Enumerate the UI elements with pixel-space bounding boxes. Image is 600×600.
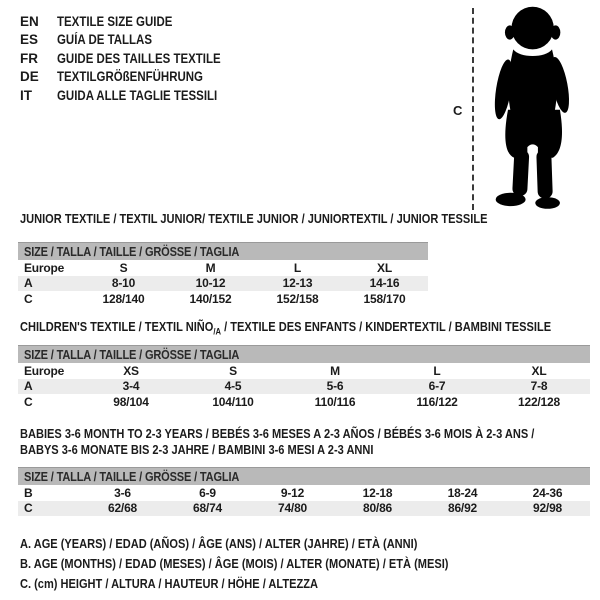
cell: 6-9 <box>199 485 216 500</box>
footnotes <box>20 534 524 594</box>
cell: 122/128 <box>518 394 560 409</box>
cell: 62/68 <box>80 501 165 517</box>
cell: 92/98 <box>505 501 590 517</box>
cell: 8-10 <box>80 276 167 292</box>
cell: XS <box>123 363 139 378</box>
junior-size-table <box>18 242 428 307</box>
lang-title: GUIDA ALLE TAGLIE TESSILI <box>57 87 218 103</box>
cell: 86/92 <box>420 501 505 517</box>
cell: M <box>330 363 340 378</box>
babies-table <box>18 467 590 516</box>
size-header-row <box>18 346 590 364</box>
lang-code: EN <box>20 13 39 29</box>
table-row <box>18 485 590 501</box>
junior-table <box>18 242 428 307</box>
lang-code: FR <box>20 50 38 66</box>
cell: 4-5 <box>182 379 284 395</box>
cell: M <box>205 260 216 275</box>
cell: 74/80 <box>250 501 335 517</box>
cell: 24-36 <box>532 485 563 500</box>
row-label-cell: C <box>24 291 33 306</box>
lang-row-en <box>20 12 250 31</box>
table-row <box>18 394 590 410</box>
cell: 98/104 <box>113 394 149 409</box>
cell: 10-12 <box>167 276 254 292</box>
table-row <box>18 379 590 395</box>
height-measure-label: C <box>453 103 463 118</box>
cell: 3-4 <box>80 379 182 395</box>
size-header-row <box>18 468 590 486</box>
children-table <box>18 345 590 410</box>
babies-size-table <box>18 467 590 516</box>
children-table-title: CHILDREN'S TEXTILE / TEXTIL $NIÑO_{/A}$ / TEXTILE DES ENFANTS / KINDERTEXTIL / BAMBINI TESSILE <box>20 319 552 337</box>
cell: 18-24 <box>447 485 478 500</box>
size-header-row <box>18 243 428 261</box>
cell: 128/140 <box>102 291 145 306</box>
lang-title: TEXTILGRÖßENFÜHRUNG <box>57 69 203 85</box>
row-label-cell: Europe <box>24 260 65 275</box>
footnote-c: C. (cm) HEIGHT / ALTURA / HAUTEUR / HÖHE / ALTEZZA <box>20 576 318 591</box>
cell: L <box>293 260 302 275</box>
lang-row-es <box>20 31 250 50</box>
footnote-b: B. AGE (MONTHS) / EDAD (MESES) / ÂGE (MOIS) / ALTER (MONATE) / ETÀ (MESI) <box>20 556 449 571</box>
row-label-cell: Europe <box>24 363 65 378</box>
cell: 104/110 <box>212 394 254 409</box>
cell: 14-16 <box>341 276 428 292</box>
lang-row-de <box>20 68 250 87</box>
cell: 12-13 <box>254 276 341 292</box>
lang-row-it <box>20 86 250 105</box>
row-label-cell: C <box>18 501 80 517</box>
cell: 12-18 <box>362 485 393 500</box>
table-row <box>18 260 428 276</box>
height-measure-dashed-line <box>472 8 474 210</box>
table-row <box>18 291 428 307</box>
cell: 5-6 <box>284 379 386 395</box>
row-label-cell: C <box>24 394 33 409</box>
cell: XL <box>531 363 547 378</box>
baby-silhouette-icon <box>486 5 574 211</box>
table-row <box>18 363 590 379</box>
table-row <box>18 276 428 292</box>
cell: 116/122 <box>416 394 458 409</box>
cell: 3-6 <box>114 485 131 500</box>
lang-code: ES <box>20 32 39 48</box>
junior-table-title: JUNIOR TEXTILE / TEXTIL JUNIOR/ TEXTILE JUNIOR / JUNIORTEXTIL / JUNIOR TESSILE <box>20 211 488 226</box>
row-label-cell: B <box>24 485 33 500</box>
cell: 152/158 <box>276 291 319 306</box>
lang-title: TEXTILE SIZE GUIDE <box>57 13 173 29</box>
footnote-a: A. AGE (YEARS) / EDAD (AÑOS) / ÂGE (ANS) / ALTER (JAHRE) / ETÀ (ANNI) <box>20 536 418 551</box>
cell: S <box>229 363 237 378</box>
cell: 7-8 <box>488 379 590 395</box>
lang-row-fr <box>20 49 250 68</box>
cell: 6-7 <box>386 379 488 395</box>
language-list <box>20 12 250 105</box>
cell: 140/152 <box>189 291 232 306</box>
row-label-cell: A <box>18 276 80 292</box>
cell: 158/170 <box>363 291 406 306</box>
lang-title: GUIDE DES TAILLES TEXTILE <box>57 50 221 66</box>
table-row <box>18 501 590 517</box>
size-header-cell: SIZE / TALLA / TAILLE / GRÖSSE / TAGLIA <box>18 243 428 261</box>
children-size-table <box>18 345 590 410</box>
cell: S <box>119 260 128 275</box>
cell: 68/74 <box>165 501 250 517</box>
cell: 80/86 <box>335 501 420 517</box>
size-header-cell: SIZE / TALLA / TAILLE / GRÖSSE / TAGLIA <box>18 468 590 486</box>
row-label-cell: A <box>18 379 80 395</box>
lang-code: IT <box>20 87 32 103</box>
cell: L <box>433 363 441 378</box>
cell: 9-12 <box>280 485 305 500</box>
cell: XL <box>377 260 392 275</box>
babies-table-title: BABIES 3-6 MONTH TO 2-3 YEARS / BEBÉS 3-6 MESES A 2-3 AÑOS / BÉBÉS 3-6 MOIS À 2-3 ANS / BABYS 3-6 MONATE BIS 2-3 JAHRE / BAMBINI 3-6 MESI A 2-3 ANNI <box>20 426 535 457</box>
lang-title: GUÍA DE TALLAS <box>57 32 152 48</box>
subscript: /A <box>213 326 222 337</box>
size-header-cell: SIZE / TALLA / TAILLE / GRÖSSE / TAGLIA <box>18 346 590 364</box>
cell: 110/116 <box>314 394 356 409</box>
lang-code: DE <box>20 69 39 85</box>
